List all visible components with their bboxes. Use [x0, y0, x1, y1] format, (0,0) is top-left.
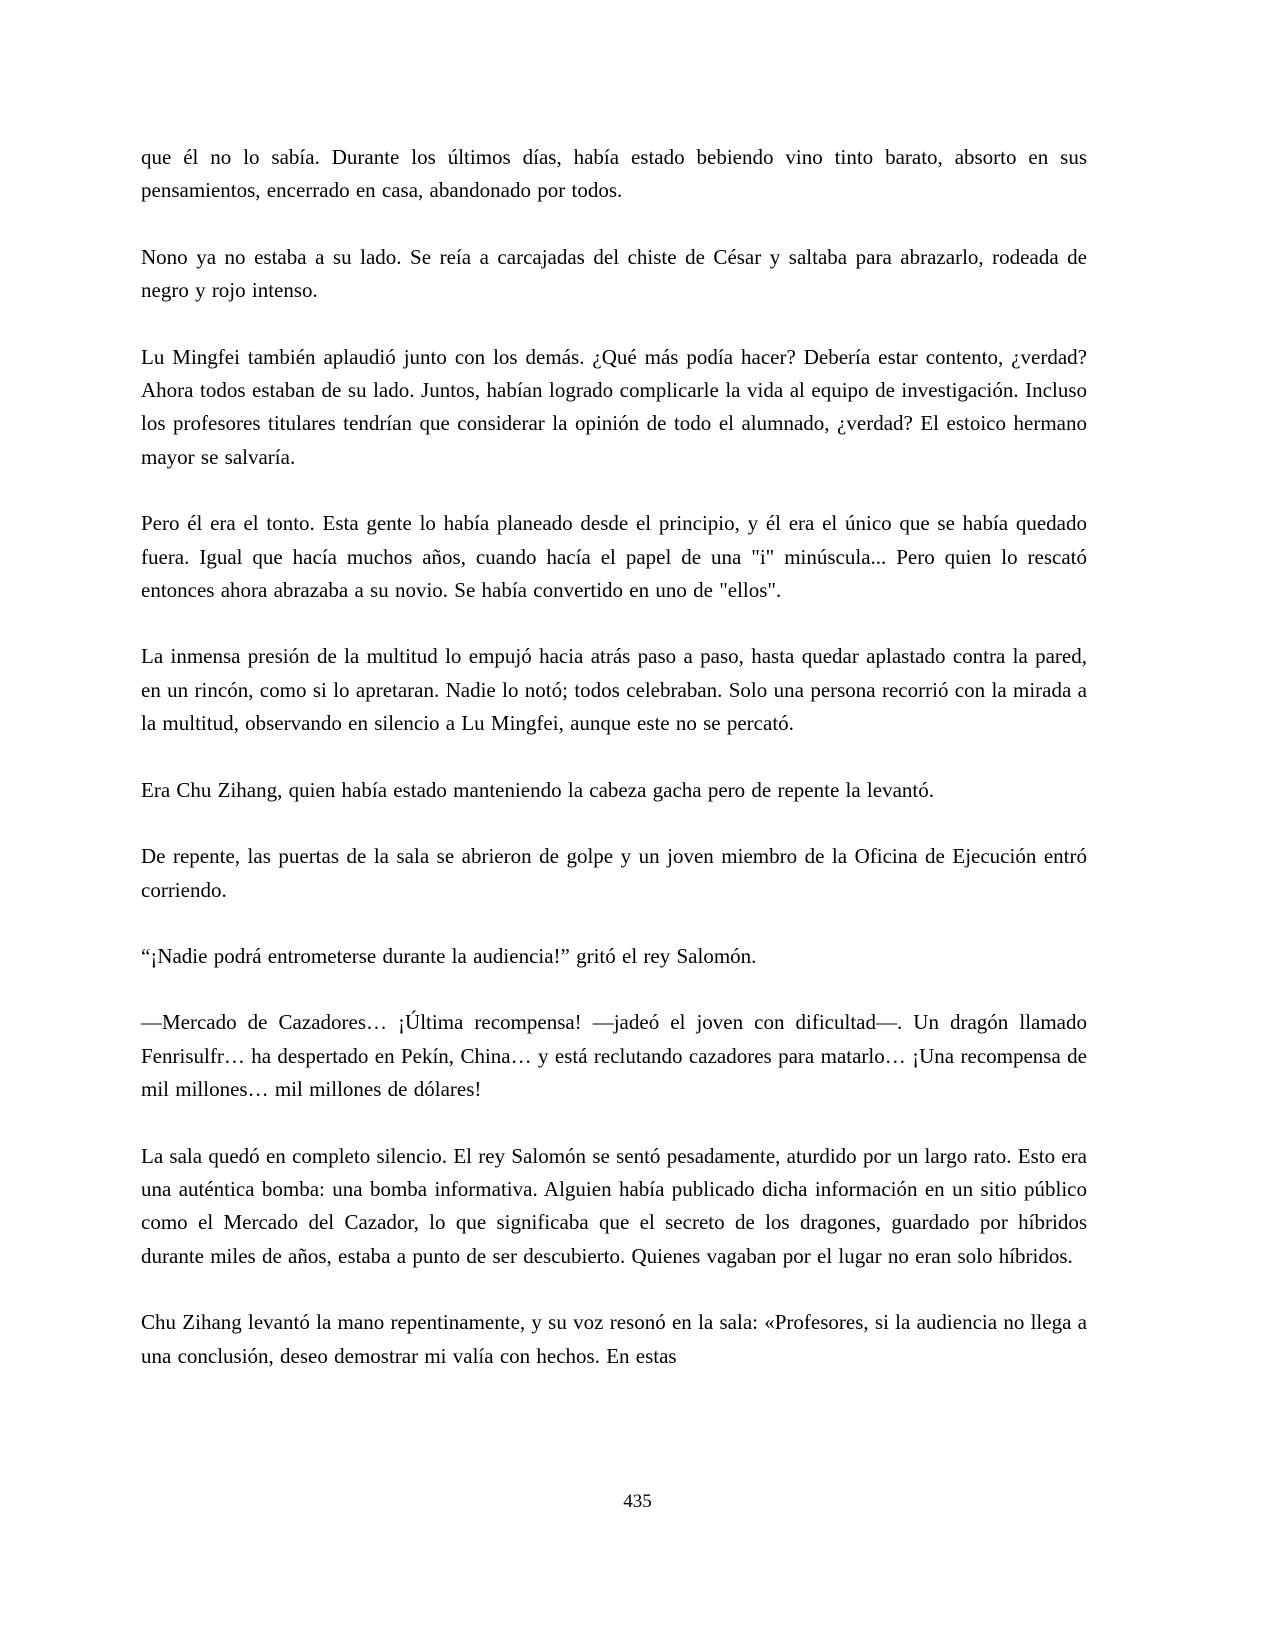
- page-text-block: [141, 141, 1087, 1406]
- paragraph: que él no lo sabía. Durante los últimos días, había estado bebiendo vino tinto barato, absorto en sus pensamientos, encerrado en casa, abandonado por todos.: [141, 145, 1087, 203]
- paragraph: Chu Zihang levantó la mano repentinamente, y su voz resonó en la sala: «Profesores, si la audiencia no llega a una conclusión, deseo demostrar mi valía con hechos. En estas: [141, 1310, 1087, 1368]
- paragraph: Era Chu Zihang, quien había estado manteniendo la cabeza gacha pero de repente la levantó.: [141, 777, 934, 802]
- paragraph: La sala quedó en completo silencio. El rey Salomón se sentó pesadamente, aturdido por un largo rato. Esto era una auténtica bomba: una bomba informativa. Alguien había publicado dicha información en un sitio público como el Mercado del Cazador, lo que significaba que el secreto de los dragones, guardado por híbridos durante miles de años, estaba a punto de ser descubierto. Quienes vagaban por el lugar no eran solo híbridos.: [141, 1143, 1087, 1268]
- page-number: 435: [623, 1491, 652, 1512]
- paragraph: —Mercado de Cazadores… ¡Última recompensa! —jadeó el joven con dificultad—. Un dragón llamado Fenrisulfr… ha despertado en Pekín, China… y está reclutando cazadores para matarlo… ¡Una recompensa de mil millones… mil millones de dólares!: [141, 1010, 1087, 1102]
- paragraph: Lu Mingfei también aplaudió junto con los demás. ¿Qué más podía hacer? Debería estar contento, ¿verdad? Ahora todos estaban de su lado. Juntos, habían logrado complicarle la vida al equipo de investigación. Incluso los profesores titulares tendrían que considerar la opinión de todo el alumnado, ¿verdad? El estoico hermano mayor se salvaría.: [141, 344, 1087, 469]
- paragraph: Pero él era el tonto. Esta gente lo había planeado desde el principio, y él era el único que se había quedado fuera. Igual que hacía muchos años, cuando hacía el papel de una "i" minúscula... Pero quien lo rescató entonces ahora abrazaba a su novio. Se había convertido en uno de "ellos".: [141, 511, 1087, 603]
- paragraph: De repente, las puertas de la sala se abrieron de golpe y un joven miembro de la Oficina de Ejecución entró corriendo.: [141, 844, 1087, 902]
- paragraph: La inmensa presión de la multitud lo empujó hacia atrás paso a paso, hasta quedar aplastado contra la pared, en un rincón, como si lo apretaran. Nadie lo notó; todos celebraban. Solo una persona recorrió con la mirada a la multitud, observando en silencio a Lu Mingfei, aunque este no se percató.: [141, 644, 1087, 736]
- paragraph: “¡Nadie podrá entrometerse durante la audiencia!” gritó el rey Salomón.: [141, 943, 757, 968]
- paragraph: Nono ya no estaba a su lado. Se reía a carcajadas del chiste de César y saltaba para abrazarlo, rodeada de negro y rojo intenso.: [141, 244, 1087, 303]
